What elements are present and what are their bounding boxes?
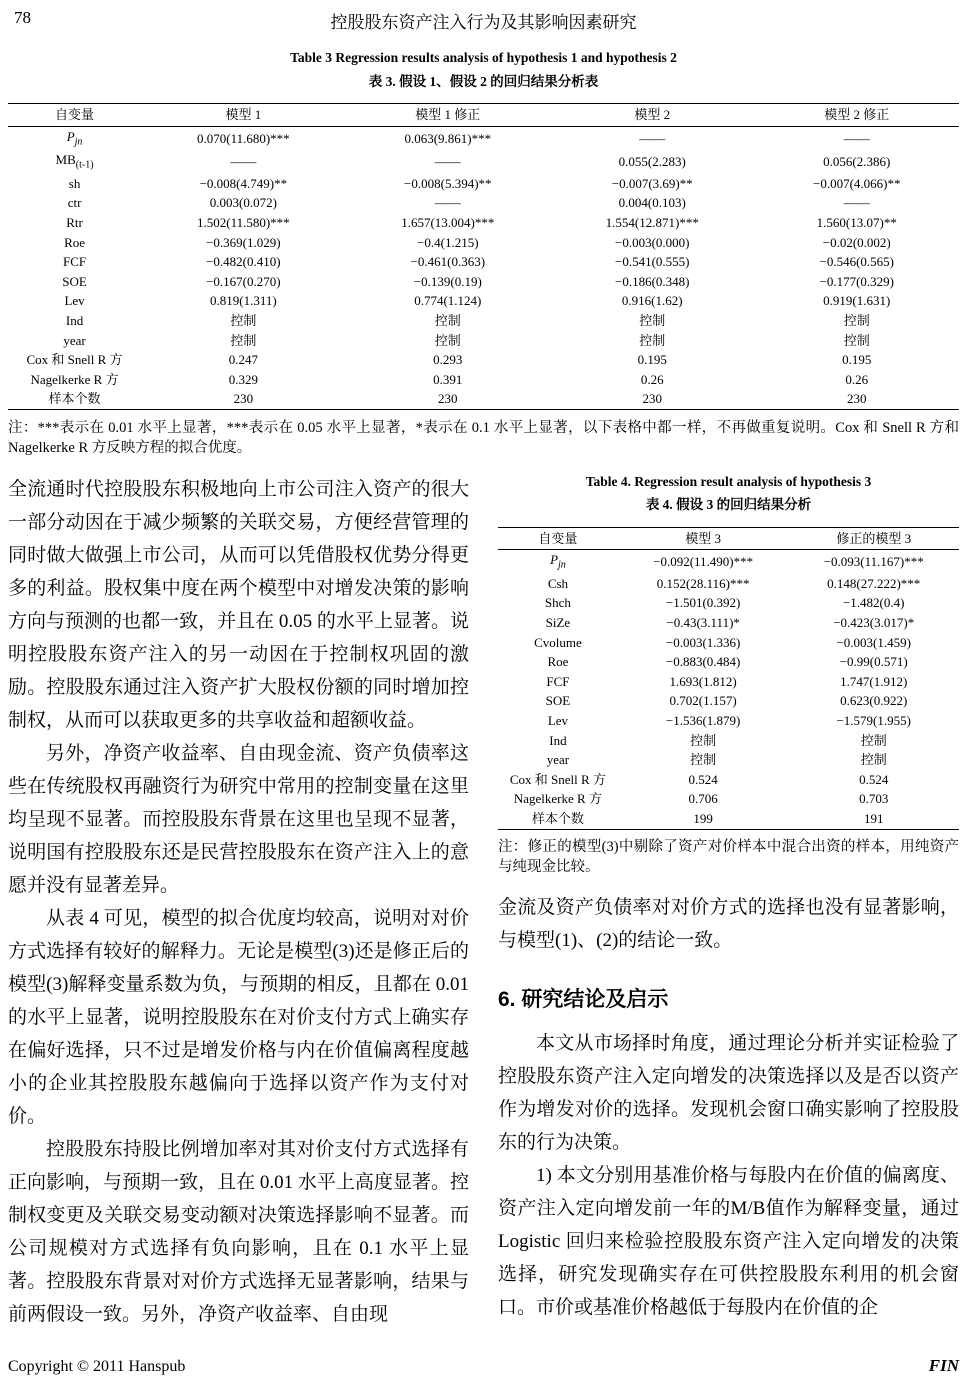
table-cell: −0.007(3.69)** [611, 175, 693, 191]
table-cell: −0.007(4.066)** [812, 175, 901, 191]
table-cell: 控制 [690, 732, 717, 748]
table3-note: 注：***表示在 0.01 水平上显著，***表示在 0.05 水平上显著，*表示在 0.1 水平上显著，以下表格中都一样，不再做重复说明。Cox 和 Snell R 方和 Nagelkerke R 方反映方程的拟合优度。 [8, 420, 959, 456]
table-cell: −1.482(0.4) [842, 595, 905, 611]
table-row [498, 593, 959, 613]
table4-note: 注：修正的模型(3)中剔除了资产对价样本中混合出资的样本，用纯资产与纯现金比较。 [498, 838, 959, 875]
table-row [498, 550, 959, 574]
table-cell: 191 [863, 810, 884, 826]
table-cell: −0.003(0.000) [615, 234, 690, 250]
row-label: Nagelkerke R 方 [513, 791, 602, 807]
table-row [498, 691, 959, 711]
table-row [498, 750, 959, 770]
table-row [498, 731, 959, 751]
table-cell: −0.02(0.002) [822, 234, 891, 250]
table-row [8, 193, 959, 213]
table-cell: —— [843, 130, 870, 146]
table-cell: 1.502(11.580)*** [197, 215, 290, 231]
table-row [498, 613, 959, 633]
table-row [8, 213, 959, 233]
paragraph-continuation: 金流及资产负债率对对价方式的选择也没有显著影响，与模型(1)、(2)的结论一致。 [498, 897, 959, 951]
table-cell: 0.056(2.386) [823, 154, 891, 170]
table-cell: 0.070(11.680)*** [197, 130, 290, 146]
table-row [8, 350, 959, 370]
table-cell: 230 [642, 391, 662, 407]
paragraph: 另外，净资产收益率、自由现金流、资产负债率这些在传统股权再融资行为研究中常用的控制变量在这里均呈现不显著。而控股股东背景在这里也呈现不显著，说明国有控股股东还是民营控股股东在资产注入上的意愿并没有显著差异。 [8, 742, 469, 896]
table-cell: −0.461(0.363) [410, 254, 486, 270]
running-title: 控股股东资产注入行为及其影响因素研究 [330, 13, 637, 32]
table-cell: 0.293 [433, 352, 463, 368]
table-cell: 1.560(13.07)** [816, 215, 897, 231]
table-cell: −0.423(3.017)* [833, 614, 915, 630]
table-row [8, 389, 959, 409]
table-cell: 230 [233, 391, 254, 407]
table-cell: 0.003(0.072) [209, 195, 277, 211]
table-row [498, 633, 959, 653]
table-cell: 1.747(1.912) [840, 673, 908, 689]
row-label: Csh [547, 575, 569, 591]
table-cell: −0.99(0.571) [839, 654, 908, 670]
table-cell: 0.703 [859, 791, 889, 807]
table-cell: 199 [693, 810, 713, 826]
table-cell: −0.369(1.029) [206, 234, 281, 250]
row-label: $P_{jn}$ [66, 128, 83, 148]
table-cell: −0.092(11.490)*** [653, 554, 754, 570]
row-label: SOE [62, 273, 87, 289]
table-cell: 0.706 [688, 791, 718, 807]
table-cell: 控制 [639, 313, 666, 329]
table-row [8, 291, 959, 311]
row-label: Nagelkerke R 方 [30, 371, 119, 387]
row-label: FCF [62, 254, 87, 270]
table-cell: 0.391 [433, 371, 463, 387]
journal-abbreviation: FIN [928, 1356, 959, 1375]
row-label: FCF [546, 673, 570, 689]
table-cell: 0.26 [845, 371, 869, 387]
row-label: Lev [547, 712, 569, 728]
table-cell: −0.008(5.394)** [404, 175, 492, 191]
table-cell: 0.152(28.116)*** [656, 575, 750, 591]
table-cell: 0.623(0.922) [840, 693, 908, 709]
table-cell: 0.916(1.62) [621, 293, 683, 309]
page-header [8, 8, 959, 34]
table-cell: −1.579(1.955) [836, 712, 911, 728]
table-row [8, 370, 959, 390]
table-cell: −0.003(1.336) [665, 634, 741, 650]
table-cell: 0.148(27.222)*** [827, 575, 921, 591]
table-row [8, 233, 959, 253]
table-cell: −0.482(0.410) [206, 254, 281, 270]
table-cell: −1.501(0.392) [665, 595, 741, 611]
table-cell: —— [434, 154, 461, 170]
page-number: 78 [14, 8, 31, 27]
table-row [498, 672, 959, 692]
row-label: 样本个数 [531, 810, 584, 826]
table-cell: 0.524 [859, 771, 889, 787]
column-header: 自变量 [55, 107, 95, 123]
row-label: Roe [64, 234, 86, 250]
table-cell: −0.177(0.329) [819, 273, 894, 289]
right-column [498, 473, 959, 1331]
row-label: year [546, 752, 570, 768]
paragraph: 全流通时代控股股东积极地向上市公司注入资产的很大一部分动因在于减少频繁的关联交易，方便经营管理的同时做大做强上市公司，从而可以凭借股权优势分得更多的利益。股权集中度在两个模型中对增发决策的影响方向与预测的也都一致，并且在 0.05 的水平上显著。说明控股股东资产注入的另一动因在于控制权巩固的激励。控股股东通过注入资产扩大股权份额的同时增加控制权，从而可以获取更多的共享收益和超额收益。 [8, 478, 469, 731]
table-cell: 0.524 [688, 771, 718, 787]
table-row [498, 574, 959, 594]
table-row [8, 126, 959, 150]
table-row [498, 789, 959, 809]
row-label: Ind [65, 313, 84, 329]
paragraph: 从表 4 可见，模型的拟合优度均较高，说明对对价方式选择有较好的解释力。无论是模型(3)还是修正后的模型(3)解释变量系数为负，与预期的相反，且都在 0.01 的水平上显著，说明控股股东在对价支付方式上确实存在偏好选择，只不过是增发价格与内在价值偏离程度越小的企业其控股股东越偏向于选择以资产作为支付对价。 [8, 907, 469, 1127]
table-cell: 0.195 [842, 352, 872, 368]
row-label: sh [68, 175, 81, 191]
column-header: 模型 1 修正 [415, 107, 481, 123]
table-row [8, 311, 959, 331]
section-heading: 6. 研究结论及启示 [498, 988, 669, 1011]
table-cell: 控制 [230, 332, 257, 348]
row-label: Rtr [66, 215, 83, 231]
row-label: ctr [67, 195, 82, 211]
column-header: 模型 1 [225, 107, 262, 123]
table-cell: 230 [438, 391, 458, 407]
table-cell: 控制 [639, 332, 666, 348]
table-cell: −0.541(0.555) [615, 254, 690, 270]
two-column-body [8, 473, 959, 1331]
table-cell: 控制 [843, 313, 870, 329]
row-label: Shch [544, 595, 571, 611]
table-cell: 1.693(1.812) [669, 673, 737, 689]
table3-caption-zh: 表 3. 假设 1、假设 2 的回归结果分析表 [368, 73, 599, 89]
table-cell: −0.167(0.270) [206, 273, 281, 289]
table-cell: −0.186(0.348) [615, 273, 690, 289]
paragraph: 控股股东持股比例增加率对其对价支付方式选择有正向影响，与预期一致，且在 0.01 水平上高度显著。控制权变更及关联交易变动额对决策选择影响不显著。而公司规模对方式选择有负向影响，且在 0.1 水平上显著。控股股东背景对对价方式选择无显著影响，结果与前两假设一致。另外，净资产收益率、自由现 [8, 1138, 469, 1325]
table-cell: 控制 [860, 732, 887, 748]
table-cell: 控制 [434, 313, 461, 329]
row-label: 样本个数 [48, 391, 101, 407]
table3-caption-en: Table 3 Regression results analysis of hypothesis 1 and hypothesis 2 [290, 50, 677, 65]
table-row [8, 252, 959, 272]
row-label: Cox 和 Snell R 方 [509, 771, 606, 787]
column-header: 模型 2 修正 [824, 107, 890, 123]
row-label: SiZe [545, 614, 571, 630]
table-cell: —— [843, 195, 870, 211]
table-cell: 0.247 [228, 352, 258, 368]
table-row [8, 331, 959, 351]
table-cell: 控制 [434, 332, 461, 348]
table-cell: −0.883(0.484) [665, 654, 741, 670]
table-cell: −0.093(11.167)*** [823, 554, 924, 570]
table-cell: 1.554(12.871)*** [605, 215, 699, 231]
table-row [498, 809, 959, 829]
header-row [8, 104, 959, 127]
table-cell: −0.008(4.749)** [199, 175, 288, 191]
table-row [498, 652, 959, 672]
header-row [498, 527, 959, 550]
table-row [498, 711, 959, 731]
table-cell: —— [434, 195, 461, 211]
table-cell: −0.139(0.19) [413, 273, 482, 289]
table-cell: −0.4(1.215) [417, 234, 479, 250]
table4-caption-zh: 表 4. 假设 3 的回归结果分析 [645, 497, 812, 513]
table-cell: 0.702(1.157) [669, 693, 737, 709]
column-header: 自变量 [538, 530, 578, 546]
table-row [8, 272, 959, 292]
row-label: Ind [549, 732, 567, 748]
row-label: Cvolume [534, 634, 582, 650]
paragraph: 本文从市场择时角度，通过理论分析并实证检验了控股股东资产注入定向增发的决策选择以及是否以资产作为增发对价的选择。发现机会窗口确实影响了控股股东的行为决策。 [498, 1033, 959, 1153]
row-label: Roe [547, 654, 569, 670]
column-header: 修正的模型 3 [836, 530, 912, 546]
table-cell: 0.774(1.124) [414, 293, 482, 309]
table-cell: —— [639, 130, 666, 146]
table-cell: 0.063(9.861)*** [404, 130, 492, 146]
copyright-text: Copyright © 2011 Hanspub [8, 1358, 186, 1375]
table-cell: 0.329 [228, 371, 258, 387]
table-row [498, 770, 959, 790]
row-label: $MB_{(t-1)}$ [55, 152, 94, 171]
row-label: Cox 和 Snell R 方 [26, 352, 123, 368]
table-cell: 1.657(13.004)*** [401, 215, 495, 231]
table-cell: —— [230, 154, 257, 170]
table-cell: 0.195 [637, 352, 667, 368]
row-label: SOE [545, 693, 571, 709]
column-header: 模型 2 [634, 107, 671, 123]
row-label: $P_{jn}$ [550, 552, 566, 571]
table-cell: 0.004(0.103) [618, 195, 686, 211]
table-row [8, 150, 959, 174]
column-header: 模型 3 [685, 530, 722, 546]
table-cell: 控制 [230, 313, 257, 329]
table-cell: −0.546(0.565) [819, 254, 894, 270]
table-cell: 0.819(1.311) [210, 293, 277, 309]
table-cell: 0.055(2.283) [618, 154, 686, 170]
table3-regression-table [8, 103, 959, 410]
table4-caption-en: Table 4. Regression result analysis of hypothesis 3 [585, 473, 872, 489]
table-cell: 控制 [860, 752, 887, 768]
left-column [8, 473, 469, 1331]
table-cell: −0.43(3.111)* [666, 614, 740, 630]
table-cell: 控制 [690, 752, 717, 768]
page-footer [8, 1356, 959, 1376]
table-cell: 控制 [843, 332, 870, 348]
paragraph: 1) 本文分别用基准价格与每股内在价值的偏离度、资产注入定向增发前一年的M/B值作为解释变量，通过 Logistic 回归来检验控股股东资产注入定向增发的决策选择，研究发现确实存在可供控股股东利用的机会窗口。市价或基准价格越低于每股内在价值的企 [498, 1165, 959, 1318]
table-cell: 0.919(1.631) [823, 293, 891, 309]
table-cell: 0.26 [640, 371, 664, 387]
table-cell: 230 [846, 391, 867, 407]
table-cell: −1.536(1.879) [665, 712, 741, 728]
row-label: Lev [64, 293, 85, 309]
table4-regression-table [498, 527, 959, 830]
table-cell: −0.003(1.459) [836, 634, 911, 650]
table-row [8, 174, 959, 194]
row-label: year [63, 332, 86, 348]
